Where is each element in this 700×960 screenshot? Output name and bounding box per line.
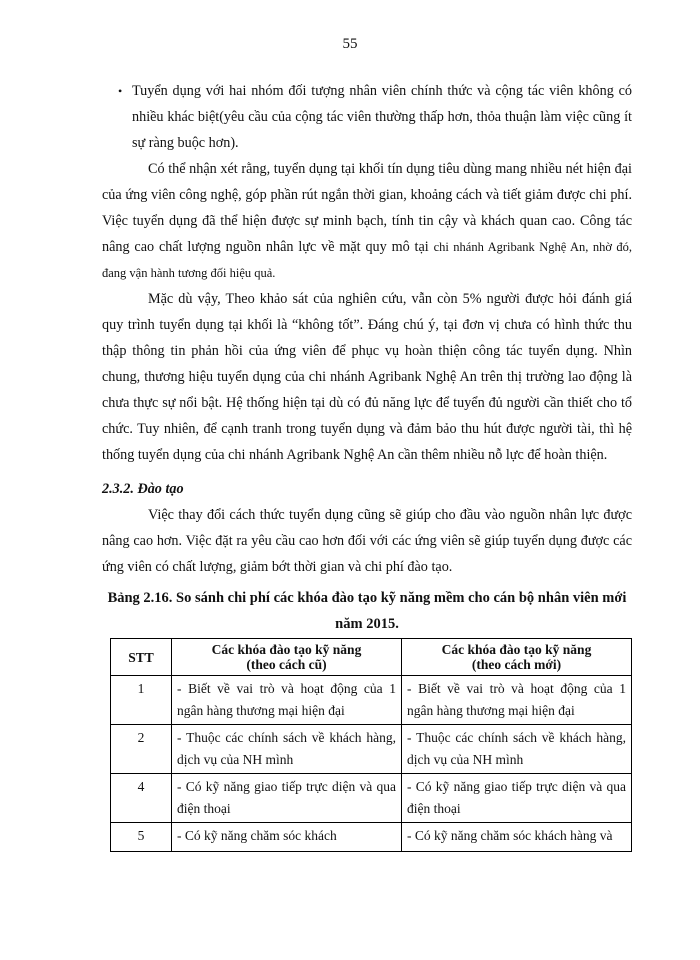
row-old-course: - Thuộc các chính sách về khách hàng, dịch vụ của NH mình bbox=[172, 725, 402, 774]
paragraph-assessment bbox=[102, 156, 632, 286]
page-number: 55 bbox=[342, 36, 358, 52]
table-row bbox=[111, 823, 632, 852]
row-new-course: - Thuộc các chính sách về khách hàng, dịch vụ của NH mình bbox=[402, 725, 632, 774]
row-new-course: - Biết về vai trò và hoạt động của 1 ngân hàng thương mại hiện đại bbox=[402, 676, 632, 725]
header-stt: STT bbox=[111, 639, 172, 676]
header-new-method bbox=[402, 639, 632, 676]
bullet-text: Tuyển dụng với hai nhóm đối tượng nhân viên chính thức và cộng tác viên không có nhiều khác biệt(yêu cầu của cộng tác viên thường thấp hơn, thỏa thuận làm việc cũng ít sự ràng buộc hơn). bbox=[132, 83, 632, 151]
table-row bbox=[111, 725, 632, 774]
paragraph-survey-text: Mặc dù vậy, Theo khảo sát của nghiên cứu, vẫn còn 5% người được hỏi đánh giá quy trình tuyển dụng tại khối là “không tốt”. Đáng chú ý, tại đơn vị chưa có hình thức thu thập thông tin phản hồi của ứng viên để phục vụ hoàn thiện công tác tuyển dụng. Nhìn chung, thương hiệu tuyển dụng của chi nhánh Agribank Nghệ An trên thị trường lao động là chưa thực sự nổi bật. Hệ thống hiện tại dù có đủ năng lực để tuyển đủ người cần thiết cho tổ chức. Tuy nhiên, để cạnh tranh trong tuyển dụng và đảm bảo thu hút được người tài, thì hệ thống tuyển dụng của chi nhánh Agribank Nghệ An cần thêm nhiều nỗ lực để hoàn thiện. bbox=[102, 291, 632, 463]
row-new-course: - Có kỹ năng giao tiếp trực diện và qua điện thoại bbox=[402, 774, 632, 823]
row-new-course-text: - Có kỹ năng chăm sóc khách hàng và bbox=[407, 828, 613, 843]
header-old-line2: (theo cách cũ) bbox=[246, 657, 327, 672]
header-old-method bbox=[172, 639, 402, 676]
row-old-course bbox=[172, 823, 402, 852]
row-old-course-text: - Có kỹ năng chăm sóc khách bbox=[177, 828, 337, 843]
paragraph-training-text: Việc thay đổi cách thức tuyển dụng cũng sẽ giúp cho đầu vào nguồn nhân lực được nâng cao hơn. Việc đặt ra yêu cầu cao hơn đối với các ứng viên sẽ giúp tuyển dụng được các ứng viên có chất lượng, giảm bớt thời gian và chi phí đào tạo. bbox=[102, 507, 632, 575]
row-old-course: - Biết về vai trò và hoạt động của 1 ngân hàng thương mại hiện đại bbox=[172, 676, 402, 725]
bullet-icon: • bbox=[118, 84, 123, 98]
table-row bbox=[111, 774, 632, 823]
table-header-row bbox=[111, 639, 632, 676]
table-row bbox=[111, 676, 632, 725]
row-stt: 1 bbox=[111, 676, 172, 725]
paragraph-training bbox=[102, 502, 632, 580]
row-stt: 5 bbox=[111, 823, 172, 852]
bullet-item bbox=[118, 78, 632, 156]
header-new-line2: (theo cách mới) bbox=[471, 657, 562, 672]
section-heading: 2.3.2. Đào tạo bbox=[102, 481, 184, 497]
comparison-table bbox=[110, 638, 632, 852]
row-new-course bbox=[402, 823, 632, 852]
header-old-line1: Các khóa đào tạo kỹ năng bbox=[211, 642, 362, 657]
table-caption: Bảng 2.16. So sánh chi phí các khóa đào tạo kỹ năng mềm cho cán bộ nhân viên mới năm 2015. bbox=[107, 590, 627, 632]
paragraph-assessment-text: Có thể nhận xét rằng, tuyển dụng tại khối tín dụng tiêu dùng mang nhiều nét hiện đại của ứng viên công nghệ, góp phần rút ngắn thời gian, khoảng cách và tiết giảm được chi phí. Việc tuyển dụng đã thể hiện được sự minh bạch, tính tin cậy và khách quan cao. Công tác nâng cao chất lượng nguồn nhân lực về mặt quy mô tại bbox=[102, 161, 632, 255]
row-old-course: - Có kỹ năng giao tiếp trực diện và qua điện thoại bbox=[172, 774, 402, 823]
paragraph-survey bbox=[102, 286, 632, 468]
header-new-line1: Các khóa đào tạo kỹ năng bbox=[441, 642, 592, 657]
row-stt: 4 bbox=[111, 774, 172, 823]
paragraph-assessment-small-text: chi nhánh Agribank Nghệ An, nhờ đó, đang vận hành tương đối hiệu quả. bbox=[102, 240, 633, 280]
row-stt: 2 bbox=[111, 725, 172, 774]
